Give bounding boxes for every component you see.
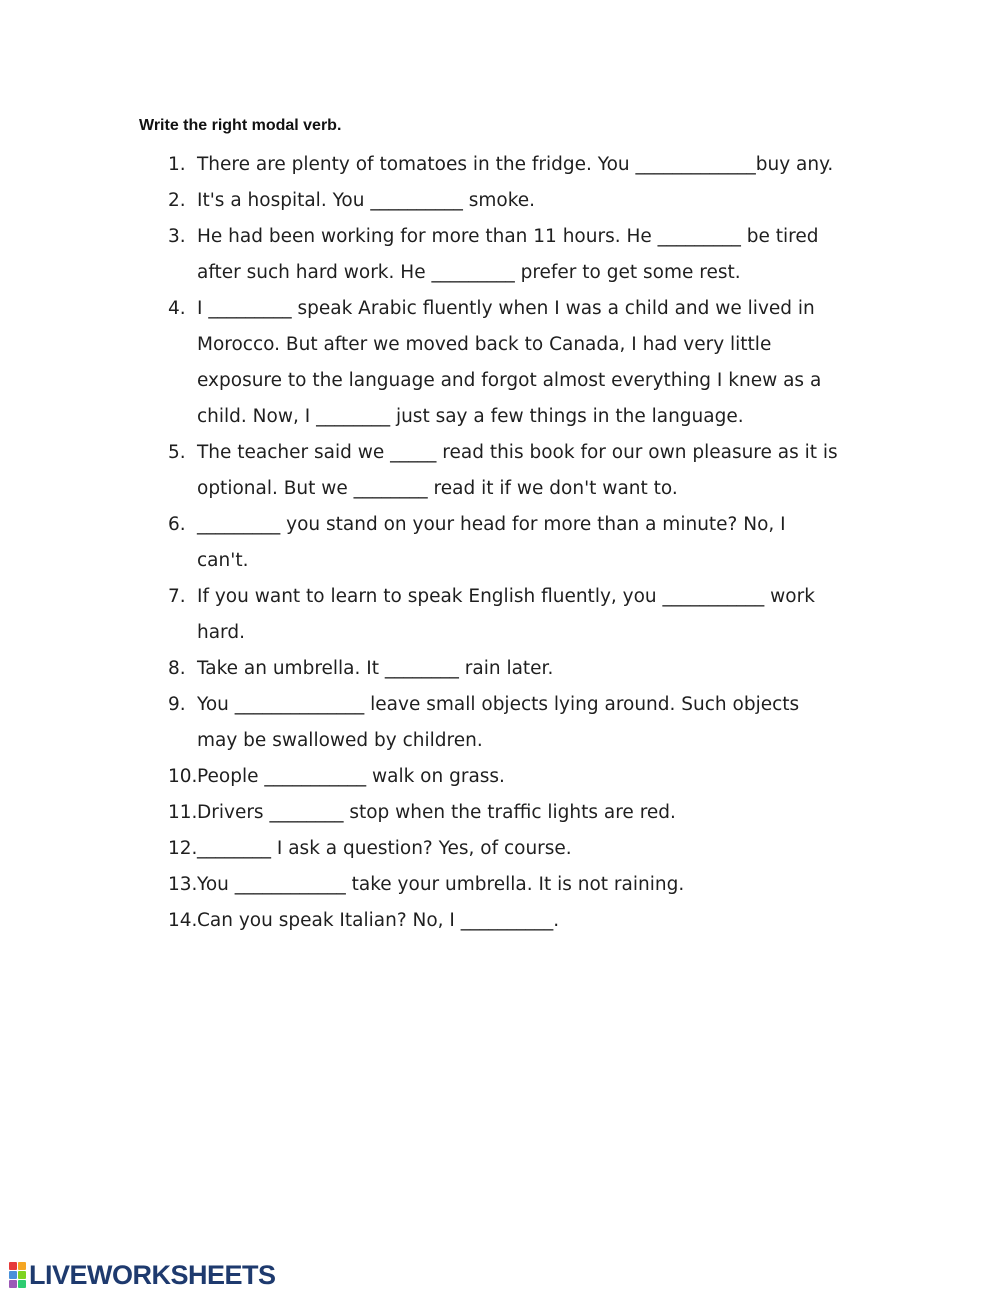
item-text: optional. But we ________ read it if we don't want to. <box>197 478 678 499</box>
item-number: 4. <box>168 298 186 319</box>
logo-block <box>9 1280 17 1288</box>
item-text: exposure to the language and forgot almost everything I knew as a <box>197 370 822 391</box>
logo-block <box>18 1262 26 1270</box>
item-text: You ____________ take your umbrella. It is not raining. <box>197 874 685 895</box>
logo-block <box>18 1271 26 1279</box>
item-number: 5. <box>168 442 186 463</box>
item-text: If you want to learn to speak English fluently, you ___________ work <box>197 586 815 607</box>
item-text: Take an umbrella. It ________ rain later. <box>197 658 554 679</box>
item-number: 3. <box>168 226 186 247</box>
item-text: He had been working for more than 11 hours. He _________ be tired <box>197 226 819 247</box>
item-text: after such hard work. He _________ prefer to get some rest. <box>197 262 741 283</box>
item-number: 14. <box>168 910 198 931</box>
item-text: The teacher said we _____ read this book for our own pleasure as it is <box>197 442 838 463</box>
item-text: can't. <box>197 550 249 571</box>
item-number: 11. <box>168 802 198 823</box>
item-text: _________ you stand on your head for more than a minute? No, I <box>197 514 786 535</box>
logo-block <box>9 1262 17 1270</box>
logo-block <box>18 1280 26 1288</box>
item-number: 2. <box>168 190 186 211</box>
item-text: Can you speak Italian? No, I __________. <box>197 910 560 931</box>
item-number: 13. <box>168 874 198 895</box>
logo-text: LIVEWORKSHEETS <box>29 1260 276 1290</box>
item-text: child. Now, I ________ just say a few things in the language. <box>197 406 744 427</box>
item-text: It's a hospital. You __________ smoke. <box>197 190 536 211</box>
item-text: ________ I ask a question? Yes, of course. <box>197 838 572 859</box>
worksheet-instruction: Write the right modal verb. <box>139 117 342 134</box>
item-number: 1. <box>168 154 186 175</box>
item-text: You ______________ leave small objects lying around. Such objects <box>197 694 800 715</box>
item-number: 10. <box>168 766 198 787</box>
item-text: There are plenty of tomatoes in the fridge. You _____________buy any. <box>197 154 834 175</box>
logo-block <box>9 1271 17 1279</box>
item-number: 9. <box>168 694 186 715</box>
item-number: 8. <box>168 658 186 679</box>
logo-blocks-icon <box>9 1262 26 1288</box>
item-number: 12. <box>168 838 198 859</box>
item-text: hard. <box>197 622 245 643</box>
item-number: 7. <box>168 586 186 607</box>
item-text: Morocco. But after we moved back to Canada, I had very little <box>197 334 772 355</box>
item-text: may be swallowed by children. <box>197 730 483 751</box>
item-number: 6. <box>168 514 186 535</box>
item-text: I _________ speak Arabic fluently when I was a child and we lived in <box>197 298 815 319</box>
item-text: People ___________ walk on grass. <box>197 766 505 787</box>
liveworksheets-logo[interactable] <box>9 1261 276 1289</box>
item-text: Drivers ________ stop when the traffic lights are red. <box>197 802 676 823</box>
